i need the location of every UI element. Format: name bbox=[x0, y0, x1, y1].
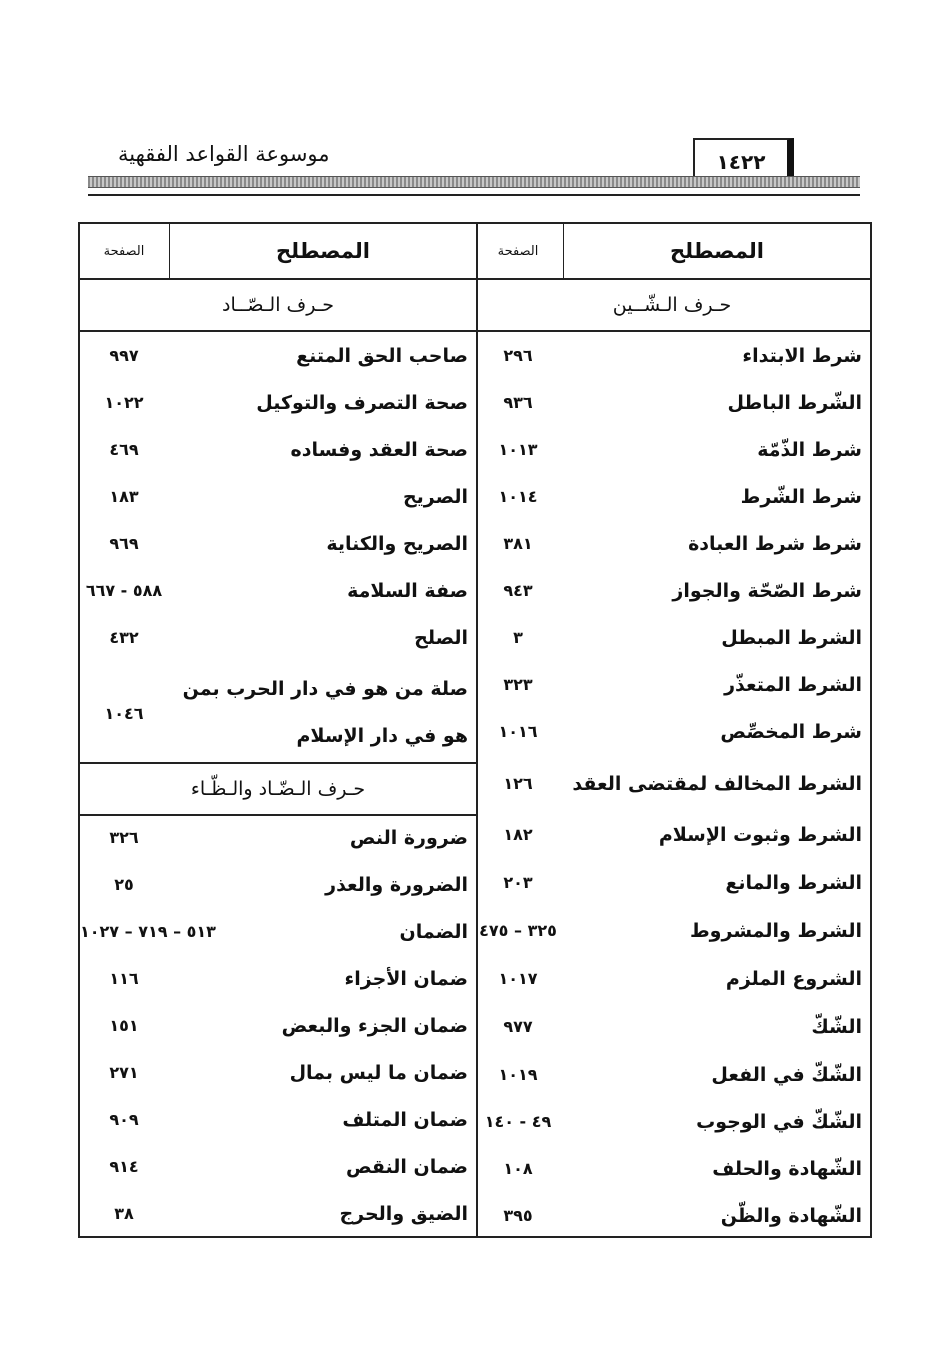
index-term: الشرط والمانع bbox=[725, 871, 862, 894]
index-row-double bbox=[80, 666, 476, 760]
index-table bbox=[78, 222, 872, 1238]
index-page: ٣٩٥ bbox=[503, 1206, 533, 1225]
book-title: موسوعة القواعد الفقهية bbox=[118, 142, 330, 166]
index-page: ١٨٣ bbox=[109, 487, 139, 506]
index-term: شرط الشّرط bbox=[740, 485, 862, 508]
index-term: صحة التصرف والتوكيل bbox=[256, 391, 468, 414]
index-page: ٢٥ bbox=[114, 875, 134, 894]
index-term: شرط شرط العبادة bbox=[688, 532, 862, 555]
index-term: شرط الذّمّة bbox=[757, 438, 862, 461]
page-column-header: الصفحة bbox=[103, 243, 145, 259]
index-term: الصريح bbox=[402, 485, 468, 508]
index-term: الشّكّ bbox=[811, 1015, 862, 1038]
section-heading-saad: حـرف الـصّــاد bbox=[80, 280, 476, 332]
index-row bbox=[474, 332, 870, 379]
index-row bbox=[80, 614, 476, 661]
index-term: الشرط المبطل bbox=[721, 626, 862, 649]
section-heading-sheen: حـرف الـشّــين bbox=[474, 280, 870, 332]
right-column bbox=[474, 224, 870, 1236]
index-page: ١٠٨ bbox=[503, 1159, 533, 1178]
index-row bbox=[474, 379, 870, 426]
index-page: ٩١٤ bbox=[109, 1157, 139, 1176]
index-row bbox=[474, 1192, 870, 1239]
index-row bbox=[80, 379, 476, 426]
index-term: ضمان الجزء والبعض bbox=[281, 1014, 468, 1037]
index-row bbox=[474, 907, 870, 954]
index-page: ١٠١٧ bbox=[498, 969, 538, 988]
index-term-line-1: صلة من هو في دار الحرب بمن bbox=[182, 678, 468, 700]
index-row bbox=[80, 1096, 476, 1143]
index-term: الشرط والمشروط bbox=[689, 919, 862, 942]
index-term: الشرط المتعذّر bbox=[724, 673, 862, 696]
index-page: ٢٠٣ bbox=[503, 873, 533, 892]
index-term: الشروع الملزم bbox=[725, 967, 862, 990]
right-column-header bbox=[474, 224, 870, 280]
index-row bbox=[474, 708, 870, 755]
index-term: الضرورة والعذر bbox=[325, 873, 468, 896]
index-term: الضمان bbox=[399, 920, 468, 943]
index-row bbox=[80, 426, 476, 473]
index-row bbox=[80, 908, 476, 955]
index-term: صحة العقد وفساده bbox=[290, 438, 468, 461]
index-page: ٣ bbox=[513, 628, 523, 647]
index-term: ضرورة النص bbox=[349, 826, 468, 849]
index-row bbox=[474, 614, 870, 661]
index-page: ٥١٣ – ٧١٩ – ١٠٢٧ bbox=[80, 922, 216, 941]
index-term-multiline bbox=[168, 666, 476, 760]
index-row bbox=[474, 955, 870, 1002]
page-column-header: الصفحة bbox=[497, 243, 539, 259]
index-term: الشرط وثبوت الإسلام bbox=[658, 823, 862, 846]
section-heading-dad-zaa: حـرف الـضّـاد والـظّـاء bbox=[80, 762, 476, 816]
index-row bbox=[474, 1145, 870, 1192]
index-term: شرط الصّحّة والجواز bbox=[672, 579, 862, 602]
index-row bbox=[474, 811, 870, 858]
index-term: الشّرط الباطل bbox=[727, 391, 862, 414]
index-row bbox=[80, 1143, 476, 1190]
page-header bbox=[88, 138, 860, 190]
page-number: ١٤٢٢ bbox=[716, 150, 766, 174]
index-row bbox=[474, 1003, 870, 1050]
index-row bbox=[80, 332, 476, 379]
header-rule bbox=[88, 194, 860, 196]
index-page: ٣٨١ bbox=[503, 534, 533, 553]
index-term: الشرط المخالف لمقتضى العقد bbox=[572, 772, 862, 795]
index-page: ١٢٦ bbox=[503, 774, 533, 793]
index-page: ١٠١٤ bbox=[498, 487, 538, 506]
index-page: ١٠١٣ bbox=[498, 440, 538, 459]
index-page: ٩٣٦ bbox=[503, 393, 533, 412]
index-term: صاحب الحق المتنع bbox=[296, 344, 468, 367]
index-page: ٢٩٦ bbox=[503, 346, 533, 365]
index-page: ٩٠٩ bbox=[109, 1110, 139, 1129]
index-row bbox=[474, 567, 870, 614]
index-term: شرط الابتداء bbox=[742, 344, 862, 367]
index-term: الصريح والكناية bbox=[326, 532, 468, 555]
index-page: ٩٧٧ bbox=[503, 1017, 533, 1036]
index-row bbox=[474, 661, 870, 708]
index-page: ١١٦ bbox=[109, 969, 139, 988]
index-term: ضمان المتلف bbox=[342, 1108, 468, 1131]
index-row bbox=[80, 814, 476, 861]
index-term: الشّهادة والحلف bbox=[712, 1157, 862, 1180]
index-term: الشّكّ في الوجوب bbox=[696, 1110, 862, 1133]
index-page: ٤٣٢ bbox=[109, 628, 139, 647]
index-row bbox=[80, 861, 476, 908]
index-page: ١٠٤٦ bbox=[104, 703, 144, 723]
index-row bbox=[474, 760, 870, 807]
index-term: ضمان النقص bbox=[345, 1155, 468, 1178]
index-page: ١٠١٦ bbox=[498, 722, 538, 741]
index-page: ٢٧١ bbox=[109, 1063, 139, 1082]
header-band bbox=[88, 176, 860, 188]
index-page: ٣٨ bbox=[114, 1204, 134, 1223]
index-page: ٩٩٧ bbox=[109, 346, 139, 365]
index-page: ٤٩ - ١٤٠ bbox=[484, 1112, 552, 1131]
index-row bbox=[80, 1002, 476, 1049]
index-page: ١٠٢٢ bbox=[104, 393, 144, 412]
index-page: ٥٨٨ - ٦٦٧ bbox=[85, 581, 163, 600]
left-column bbox=[80, 224, 478, 1236]
index-row bbox=[474, 520, 870, 567]
term-column-header: المصطلح bbox=[563, 224, 870, 278]
index-term: الشّكّ في الفعل bbox=[711, 1063, 862, 1086]
index-page: ٩٤٣ bbox=[503, 581, 533, 600]
index-row bbox=[80, 955, 476, 1002]
index-term: ضمان الأجزاء bbox=[344, 967, 468, 990]
index-page: ٤٦٩ bbox=[109, 440, 139, 459]
index-row bbox=[80, 473, 476, 520]
index-term: الضيق والحرج bbox=[339, 1202, 468, 1225]
index-term: ضمان ما ليس بمال bbox=[289, 1061, 468, 1084]
index-page: ٩٦٩ bbox=[109, 534, 139, 553]
index-page: ٣٢٦ bbox=[109, 828, 139, 847]
index-row bbox=[474, 859, 870, 906]
index-page: ٣٢٥ – ٤٧٥ bbox=[479, 921, 557, 940]
left-column-header bbox=[80, 224, 476, 280]
term-column-header: المصطلح bbox=[169, 224, 476, 278]
index-term: الصلح bbox=[414, 626, 468, 649]
index-row bbox=[80, 1049, 476, 1096]
index-row bbox=[80, 520, 476, 567]
index-page: ١٥١ bbox=[109, 1016, 139, 1035]
index-page: ١٨٢ bbox=[503, 825, 533, 844]
index-page: ١٠١٩ bbox=[498, 1065, 538, 1084]
index-term-line-2: هو في دار الإسلام bbox=[296, 725, 468, 747]
index-row bbox=[474, 473, 870, 520]
index-term: شرط المخصِّص bbox=[720, 720, 862, 743]
index-term: صفة السلامة bbox=[347, 579, 468, 602]
index-row bbox=[474, 1051, 870, 1098]
index-row bbox=[80, 1190, 476, 1237]
index-row bbox=[474, 426, 870, 473]
index-row bbox=[80, 567, 476, 614]
index-term: الشّهادة والظّن bbox=[720, 1204, 862, 1227]
index-row bbox=[474, 1098, 870, 1145]
index-page: ٣٢٣ bbox=[503, 675, 533, 694]
